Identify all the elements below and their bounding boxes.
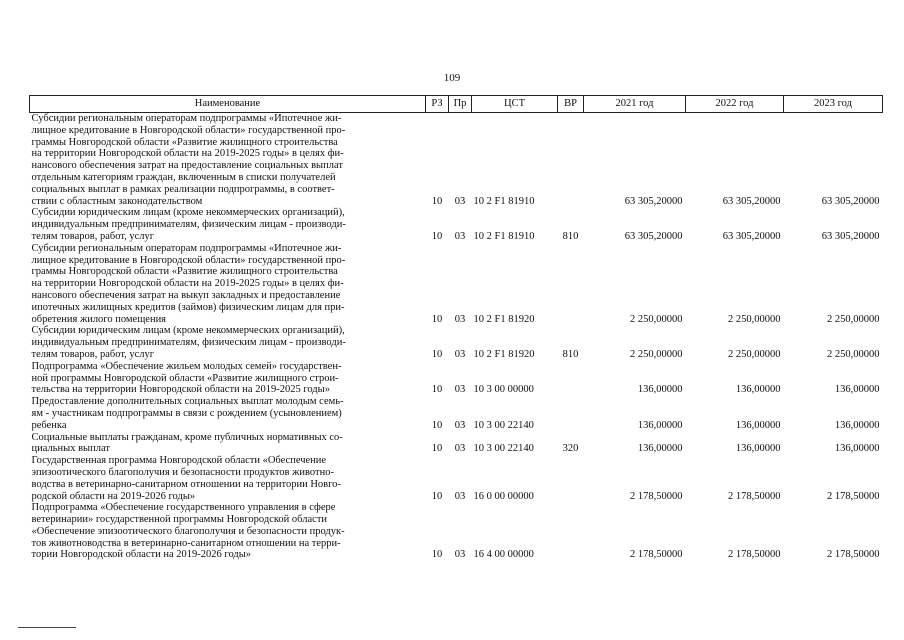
row-rz: 10 xyxy=(431,313,443,325)
row-name-line: ям - участникам подпрограммы в связи с рождением (усыновлением) xyxy=(31,407,342,419)
table-row xyxy=(30,207,883,242)
row-cst: 10 3 00 22140 xyxy=(473,443,534,455)
row-rz: 10 xyxy=(431,549,443,561)
row-2021: 2 250,00000 xyxy=(630,348,683,360)
row-name-line: индивидуальным предпринимателям, физическим лицам - производи- xyxy=(31,337,346,349)
row-2023: 136,00000 xyxy=(834,384,880,396)
row-cst: 10 2 F1 81910 xyxy=(473,230,535,242)
header-rz: РЗ xyxy=(426,96,449,113)
row-vr xyxy=(558,455,584,502)
row-2023: 63 305,20000 xyxy=(821,195,880,207)
row-name-line: на территории Новгородской области на 2019-2025 годы» в целях фи- xyxy=(31,148,344,160)
row-name xyxy=(30,113,426,208)
row-pr: 03 xyxy=(454,490,466,502)
row-name-line: Субсидии юридическим лицам (кроме некоммерческих организаций), xyxy=(31,207,345,219)
row-pr: 03 xyxy=(454,419,466,431)
table-row xyxy=(30,113,883,208)
row-name-line: тельства на территории Новгородской области на 2019-2025 годы» xyxy=(31,384,330,396)
row-name-line: ветеринарии» государственной программы Новгородской области xyxy=(31,514,328,526)
row-vr: 810 xyxy=(562,230,579,242)
page-number: 109 xyxy=(443,72,461,84)
row-name-line: граммы Новгородской области «Развитие жилищного строительства xyxy=(31,136,338,148)
row-name-line: эпизоотического благополучия и безопасности продуктов животно- xyxy=(31,466,334,478)
row-2021: 136,00000 xyxy=(637,419,683,431)
row-name-line: обретения жилого помещения xyxy=(31,313,167,325)
row-name-line: индивидуальным предпринимателям, физическим лицам - производи- xyxy=(31,219,346,231)
row-2023: 136,00000 xyxy=(834,419,880,431)
table-row xyxy=(30,396,883,431)
row-name xyxy=(30,361,426,396)
table-row xyxy=(30,361,883,396)
row-vr xyxy=(558,502,584,561)
row-vr: 810 xyxy=(562,348,579,360)
row-name-line: «Обеспечение эпизоотического благополучия и безопасности продук- xyxy=(31,525,345,537)
table-header-row xyxy=(30,96,883,113)
row-2022: 2 178,50000 xyxy=(728,549,781,561)
row-name-line: социальных выплат в рамках реализации подпрограммы, в соответ- xyxy=(31,183,335,195)
row-vr xyxy=(558,243,584,326)
table-row xyxy=(30,455,883,502)
row-name-line: телям товаров, работ, услуг xyxy=(31,348,155,360)
row-name xyxy=(30,455,426,502)
row-name-line: телям товаров, работ, услуг xyxy=(31,230,155,242)
row-cst: 16 4 00 00000 xyxy=(473,549,534,561)
row-cst: 16 0 00 00000 xyxy=(473,490,534,502)
header-name: Наименование xyxy=(30,96,426,113)
row-name-line: тории Новгородской области на 2019-2026 годы» xyxy=(31,549,252,561)
row-name xyxy=(30,207,426,242)
row-2023: 2 178,50000 xyxy=(827,549,880,561)
row-2022: 2 178,50000 xyxy=(728,490,781,502)
row-rz: 10 xyxy=(431,384,443,396)
row-name-line: Субсидии юридическим лицам (кроме некоммерческих организаций), xyxy=(31,325,345,337)
header-vr: ВР xyxy=(558,96,584,113)
row-name-line: ипотечных жилищных кредитов (займов) физическим лицам для при- xyxy=(31,301,345,313)
row-rz: 10 xyxy=(431,419,443,431)
row-name-line: лищное кредитование в Новгородской области» государственной про- xyxy=(31,124,346,136)
row-2021: 63 305,20000 xyxy=(624,230,683,242)
row-name-line: ствии с областным законодательством xyxy=(31,195,203,207)
row-2022: 63 305,20000 xyxy=(722,230,781,242)
row-2022: 2 250,00000 xyxy=(728,313,781,325)
row-rz: 10 xyxy=(431,490,443,502)
row-rz: 10 xyxy=(431,443,443,455)
header-2021: 2021 год xyxy=(584,96,686,113)
row-pr: 03 xyxy=(454,230,466,242)
row-name-line: ребенка xyxy=(31,419,67,431)
header-pr: Пр xyxy=(449,96,472,113)
row-pr: 03 xyxy=(454,313,466,325)
row-name-line: циальных выплат xyxy=(31,443,110,455)
row-name-line: нансового обеспечения затрат на выкуп закладных и предоставление xyxy=(31,289,341,301)
header-2023: 2023 год xyxy=(784,96,883,113)
row-2021: 2 178,50000 xyxy=(630,490,683,502)
header-cst: ЦСТ xyxy=(472,96,558,113)
row-2023: 2 250,00000 xyxy=(827,313,880,325)
row-2021: 136,00000 xyxy=(637,384,683,396)
row-2023: 2 178,50000 xyxy=(827,490,880,502)
row-rz: 10 xyxy=(431,230,443,242)
row-2021: 2 178,50000 xyxy=(630,549,683,561)
row-pr: 03 xyxy=(454,195,466,207)
row-name xyxy=(30,325,426,360)
budget-table xyxy=(29,95,883,561)
row-name-line: водства в ветеринарно-санитарном отношении на территории Новго- xyxy=(31,478,341,490)
row-name-line: на территории Новгородской области на 2019-2025 годы» в целях фи- xyxy=(31,278,344,290)
row-2021: 63 305,20000 xyxy=(624,195,683,207)
row-name-line: граммы Новгородской области «Развитие жилищного строительства xyxy=(31,266,338,278)
table-row xyxy=(30,502,883,561)
row-name xyxy=(30,243,426,326)
row-name xyxy=(30,396,426,431)
row-name-line: лищное кредитование в Новгородской области» государственной про- xyxy=(31,254,346,266)
row-2022: 136,00000 xyxy=(735,419,781,431)
row-rz: 10 xyxy=(431,195,443,207)
row-vr xyxy=(558,361,584,396)
table-row xyxy=(30,325,883,360)
row-name xyxy=(30,502,426,561)
row-vr: 320 xyxy=(562,443,579,455)
row-2023: 63 305,20000 xyxy=(821,230,880,242)
row-name-line: Предоставление дополнительных социальных выплат молодым семь- xyxy=(31,396,344,408)
row-name xyxy=(30,432,426,456)
row-cst: 10 2 F1 81910 xyxy=(473,195,535,207)
row-2022: 2 250,00000 xyxy=(728,348,781,360)
header-2022: 2022 год xyxy=(686,96,784,113)
row-name-line: Субсидии региональным операторам подпрограммы «Ипотечное жи- xyxy=(31,113,342,124)
row-cst: 10 3 00 22140 xyxy=(473,419,534,431)
row-vr xyxy=(558,396,584,431)
row-name-line: Социальные выплаты гражданам, кроме публичных нормативных со- xyxy=(31,431,343,443)
row-name-line: родской области на 2019-2026 годы» xyxy=(31,490,196,502)
row-2022: 136,00000 xyxy=(735,443,781,455)
row-name-line: отдельным категориям граждан, включенным в списки получателей xyxy=(31,171,336,183)
row-pr: 03 xyxy=(454,384,466,396)
row-pr: 03 xyxy=(454,549,466,561)
row-name-line: Подпрограмма «Обеспечение государственного управления в сфере xyxy=(31,502,336,514)
row-cst: 10 2 F1 81920 xyxy=(473,348,535,360)
row-2023: 136,00000 xyxy=(834,443,880,455)
row-2021: 136,00000 xyxy=(637,443,683,455)
table-row xyxy=(30,432,883,456)
row-pr: 03 xyxy=(454,443,466,455)
footnote-rule xyxy=(18,627,76,628)
row-pr: 03 xyxy=(454,348,466,360)
row-name-line: нансового обеспечения затрат на предоставление социальных выплат xyxy=(31,160,343,172)
row-name-line: тов животноводства в ветеринарно-санитарном отношении на терри- xyxy=(31,537,341,549)
row-name-line: Подпрограмма «Обеспечение жильем молодых семей» государствен- xyxy=(31,360,342,372)
row-2023: 2 250,00000 xyxy=(827,348,880,360)
row-name-line: Государственная программа Новгородской области «Обеспечение xyxy=(31,455,327,467)
row-vr xyxy=(558,113,584,208)
row-name-line: ной программы Новгородской области «Развитие жилищного строи- xyxy=(31,372,339,384)
row-cst: 10 2 F1 81920 xyxy=(473,313,535,325)
row-rz: 10 xyxy=(431,348,443,360)
row-2022: 136,00000 xyxy=(735,384,781,396)
row-cst: 10 3 00 00000 xyxy=(473,384,534,396)
row-name-line: Субсидии региональным операторам подпрограммы «Ипотечное жи- xyxy=(31,242,342,254)
table-row xyxy=(30,243,883,326)
row-2022: 63 305,20000 xyxy=(722,195,781,207)
row-2021: 2 250,00000 xyxy=(630,313,683,325)
